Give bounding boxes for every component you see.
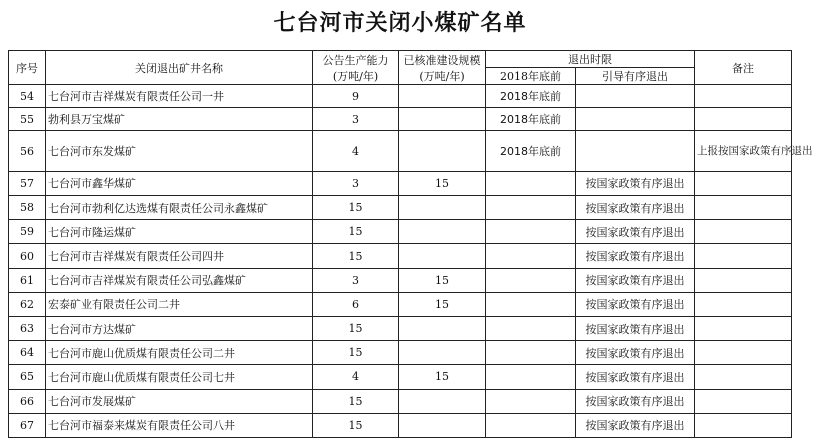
cell-before-2018: 2018年底前 — [486, 108, 576, 131]
cell-remark — [695, 171, 792, 195]
cell-before-2018 — [486, 292, 576, 316]
cell-seq: 60 — [9, 244, 46, 268]
header-capacity-line2: (万吨/年) — [332, 69, 379, 83]
cell-seq: 59 — [9, 220, 46, 244]
header-name: 关闭退出矿井名称 — [46, 51, 313, 85]
cell-before-2018: 2018年底前 — [486, 131, 576, 172]
cell-mine-name: 七台河市方达煤矿 — [46, 316, 313, 340]
cell-guided-exit: 按国家政策有序退出 — [576, 341, 695, 365]
cell-mine-name: 勃利县万宝煤矿 — [46, 108, 313, 131]
table-row — [9, 108, 792, 131]
coal-mine-table — [8, 50, 813, 438]
cell-approved-scale — [399, 85, 486, 108]
cell-seq: 56 — [9, 131, 46, 172]
cell-seq: 62 — [9, 292, 46, 316]
cell-remark — [695, 413, 792, 437]
cell-seq: 67 — [9, 413, 46, 437]
cell-before-2018 — [486, 316, 576, 340]
cell-approved-scale — [399, 413, 486, 437]
cell-guided-exit: 按国家政策有序退出 — [576, 292, 695, 316]
cell-mine-name: 宏泰矿业有限责任公司二井 — [46, 292, 313, 316]
cell-guided-exit — [576, 108, 695, 131]
cell-remark — [695, 316, 792, 340]
cell-mine-name: 七台河市发展煤矿 — [46, 389, 313, 413]
cell-before-2018 — [486, 413, 576, 437]
header-capacity — [313, 51, 399, 85]
cell-capacity: 4 — [313, 365, 399, 389]
table-header — [9, 51, 792, 85]
cell-seq: 58 — [9, 196, 46, 220]
cell-capacity: 15 — [313, 196, 399, 220]
cell-approved-scale — [399, 316, 486, 340]
cell-guided-exit: 按国家政策有序退出 — [576, 244, 695, 268]
cell-seq: 54 — [9, 85, 46, 108]
cell-before-2018 — [486, 196, 576, 220]
table-row — [9, 196, 792, 220]
cell-capacity: 15 — [313, 341, 399, 365]
cell-mine-name: 七台河市吉祥煤炭有限责任公司一井 — [46, 85, 313, 108]
cell-mine-name: 七台河市鑫华煤矿 — [46, 171, 313, 195]
header-guided-exit: 引导有序退出 — [576, 68, 695, 85]
table-row — [9, 131, 792, 172]
cell-capacity: 9 — [313, 85, 399, 108]
cell-capacity: 15 — [313, 316, 399, 340]
cell-mine-name: 七台河市吉祥煤炭有限责任公司弘鑫煤矿 — [46, 268, 313, 292]
table-row — [9, 85, 792, 108]
cell-seq: 66 — [9, 389, 46, 413]
header-approved-line2: (万吨/年) — [419, 69, 465, 83]
header-approved-line1: 已核准建设规模 — [403, 53, 481, 67]
cell-guided-exit: 按国家政策有序退出 — [576, 171, 695, 195]
cell-capacity: 15 — [313, 220, 399, 244]
table-row — [9, 171, 792, 195]
table-row — [9, 341, 792, 365]
cell-mine-name: 七台河市鹿山优质煤有限责任公司二井 — [46, 341, 313, 365]
cell-mine-name: 七台河市吉祥煤炭有限责任公司四井 — [46, 244, 313, 268]
cell-mine-name: 七台河市隆运煤矿 — [46, 220, 313, 244]
header-approved — [399, 51, 486, 85]
cell-mine-name: 七台河市鹿山优质煤有限责任公司七井 — [46, 365, 313, 389]
cell-capacity: 3 — [313, 171, 399, 195]
cell-remark — [695, 220, 792, 244]
cell-approved-scale — [399, 131, 486, 172]
cell-remark — [695, 85, 792, 108]
cell-mine-name: 七台河市东发煤矿 — [46, 131, 313, 172]
cell-before-2018 — [486, 220, 576, 244]
cell-guided-exit: 按国家政策有序退出 — [576, 365, 695, 389]
table-row — [9, 389, 792, 413]
cell-before-2018 — [486, 268, 576, 292]
cell-remark: 上报按国家政策有序退出 — [695, 131, 792, 172]
cell-mine-name: 七台河市福泰来煤炭有限责任公司八井 — [46, 413, 313, 437]
cell-remark — [695, 244, 792, 268]
table-row — [9, 316, 792, 340]
cell-guided-exit: 按国家政策有序退出 — [576, 196, 695, 220]
table-row — [9, 268, 792, 292]
header-remark: 备注 — [695, 51, 792, 85]
cell-before-2018: 2018年底前 — [486, 85, 576, 108]
cell-before-2018 — [486, 389, 576, 413]
cell-remark — [695, 108, 792, 131]
table-row — [9, 413, 792, 437]
cell-guided-exit — [576, 131, 695, 172]
cell-remark — [695, 292, 792, 316]
cell-guided-exit: 按国家政策有序退出 — [576, 268, 695, 292]
cell-seq: 61 — [9, 268, 46, 292]
cell-approved-scale: 15 — [399, 171, 486, 195]
cell-approved-scale: 15 — [399, 292, 486, 316]
cell-approved-scale — [399, 244, 486, 268]
header-capacity-line1: 公告生产能力 — [322, 53, 389, 67]
cell-approved-scale — [399, 196, 486, 220]
cell-approved-scale — [399, 220, 486, 244]
table-row — [9, 244, 792, 268]
cell-approved-scale — [399, 341, 486, 365]
cell-seq: 57 — [9, 171, 46, 195]
cell-approved-scale — [399, 389, 486, 413]
cell-capacity: 4 — [313, 131, 399, 172]
cell-capacity: 15 — [313, 389, 399, 413]
table-row — [9, 365, 792, 389]
header-exit-time: 退出时限 — [486, 51, 695, 68]
cell-remark — [695, 341, 792, 365]
table-body — [9, 85, 813, 438]
table-row — [9, 292, 792, 316]
cell-seq: 64 — [9, 341, 46, 365]
cell-remark — [695, 268, 792, 292]
cell-guided-exit — [576, 85, 695, 108]
cell-before-2018 — [486, 341, 576, 365]
cell-remark — [695, 365, 792, 389]
cell-capacity: 3 — [313, 268, 399, 292]
cell-capacity: 15 — [313, 413, 399, 437]
cell-seq: 63 — [9, 316, 46, 340]
cell-seq: 55 — [9, 108, 46, 131]
document-title: 七台河市关闭小煤矿名单 — [273, 10, 527, 36]
cell-before-2018 — [486, 365, 576, 389]
cell-capacity: 6 — [313, 292, 399, 316]
cell-capacity: 15 — [313, 244, 399, 268]
header-before-2018: 2018年底前 — [486, 68, 576, 85]
cell-remark — [695, 196, 792, 220]
cell-approved-scale: 15 — [399, 365, 486, 389]
cell-guided-exit: 按国家政策有序退出 — [576, 389, 695, 413]
cell-before-2018 — [486, 244, 576, 268]
header-seq: 序号 — [9, 51, 46, 85]
table-row — [9, 220, 792, 244]
cell-guided-exit: 按国家政策有序退出 — [576, 316, 695, 340]
cell-remark — [695, 389, 792, 413]
cell-capacity: 3 — [313, 108, 399, 131]
cell-approved-scale — [399, 108, 486, 131]
cell-before-2018 — [486, 171, 576, 195]
cell-guided-exit: 按国家政策有序退出 — [576, 220, 695, 244]
cell-mine-name: 七台河市勃利亿达选煤有限责任公司永鑫煤矿 — [46, 196, 313, 220]
cell-guided-exit: 按国家政策有序退出 — [576, 413, 695, 437]
cell-approved-scale: 15 — [399, 268, 486, 292]
cell-seq: 65 — [9, 365, 46, 389]
